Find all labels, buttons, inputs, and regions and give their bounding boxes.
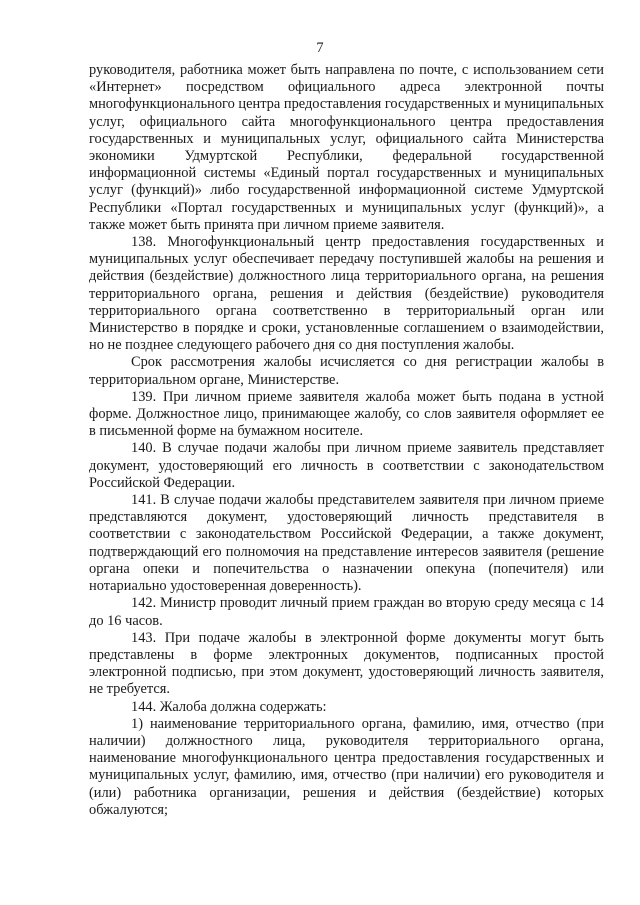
paragraph-142: 142. Министр проводит личный прием граждан во вторую среду месяца с 14 до 16 часов. <box>89 595 604 629</box>
paragraph-143: 143. При подаче жалобы в электронной форме документы могут быть представлены в форме электронных документов, подписанных простой электронной подписью, при этом документ, удостоверяющий личность заявителя, не требуется. <box>89 629 604 698</box>
paragraph-141: 141. В случае подачи жалобы представителем заявителя при личном приеме представляются документ, удостоверяющий личность представителя в соответствии с законодательством Российской Федерации, а также документ, подтверждающий его полномочия на представление интересов заявителя (решение органа опеки и попечительства о назначении опекуна (попечителя) или нотариально удостоверенная доверенность). <box>89 492 604 595</box>
paragraph-144-item-1: 1) наименование территориального органа, фамилию, имя, отчество (при наличии) должностного лица, руководителя территориального органа, наименование многофункционального центра предоставления государственных и муниципальных услуг, фамилию, имя, отчество (при наличии) его руководителя и (или) работника организации, решения и действия (бездействие) которых обжалуются; <box>89 715 604 818</box>
paragraph-140: 140. В случае подачи жалобы при личном приеме заявитель представляет документ, удостоверяющий его личность в соответствии с законодательством Российской Федерации. <box>89 440 604 491</box>
paragraph-review-period: Срок рассмотрения жалобы исчисляется со дня регистрации жалобы в территориальном органе, Министерстве. <box>89 354 604 388</box>
document-body <box>89 62 604 819</box>
paragraph-139: 139. При личном приеме заявителя жалоба может быть подана в устной форме. Должностное лицо, принимающее жалобу, со слов заявителя оформляет ее в письменной форме на бумажном носителе. <box>89 388 604 440</box>
page-number: 7 <box>316 40 324 56</box>
paragraph-continuation: руководителя, работника может быть направлена по почте, с использованием сети «Интернет» посредством официального адреса электронной почты многофункционального центра предоставления государственных и муниципальных услуг, официального сайта многофункционального центра предоставления государственных и муниципальных услуг, официального сайта Министерства экономики Удмуртской Республики, федеральной государственной информационной системы «Единый портал государственных и муниципальных услуг (функций)» либо государственной информационной системе Удмуртской Республики «Портал государственных и муниципальных услуг (функций)», а также может быть принята при личном приеме заявителя. <box>89 62 604 233</box>
paragraph-144: 144. Жалоба должна содержать: <box>131 698 327 715</box>
paragraph-138: 138. Многофункциональный центр предоставления государственных и муниципальных услуг обеспечивает передачу поступившей жалобы на решения и действия (бездействие) должностного лица территориального органа, на решения территориального органа, решения и действия (бездействие) руководителя территориального органа соответственно в территориальный орган или Министерство в порядке и сроки, установленные соглашением о взаимодействии, но не позднее следующего рабочего дня со дня поступления жалобы. <box>89 234 604 354</box>
